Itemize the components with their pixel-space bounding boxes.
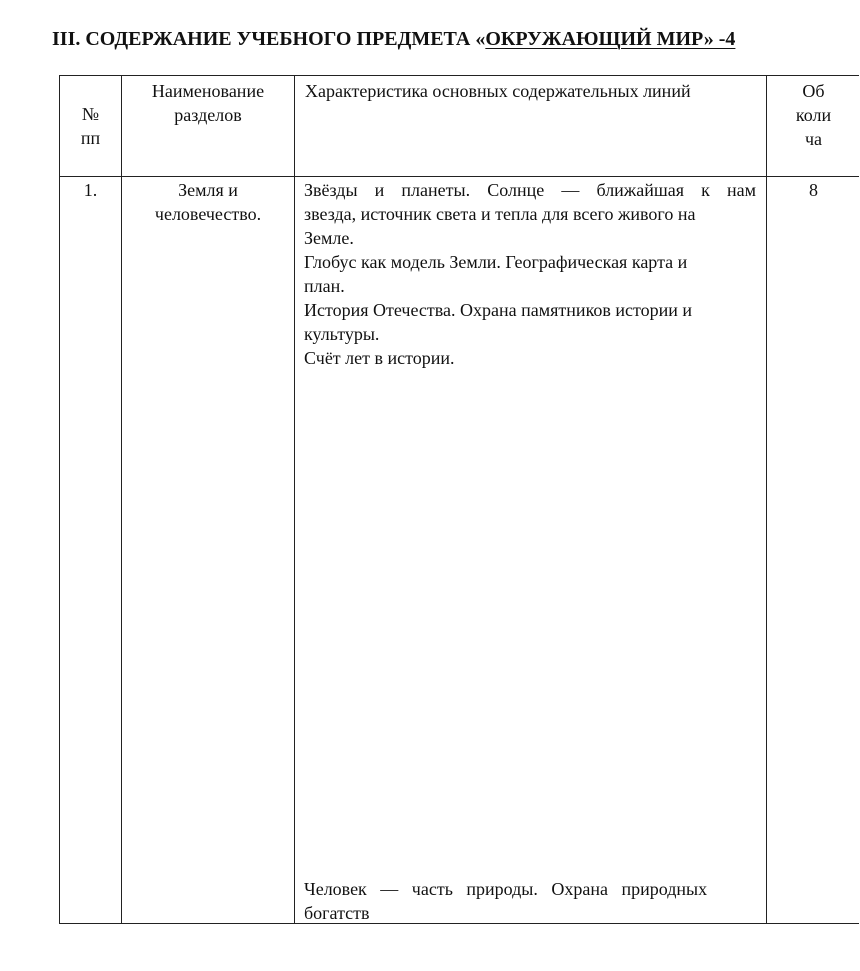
row-section: Земля и человечество. bbox=[154, 180, 262, 224]
content-line: Глобус как модель Земли. Географическая карта и bbox=[304, 252, 688, 272]
content-line: Земле. bbox=[304, 228, 354, 248]
content-line: план. bbox=[304, 276, 345, 296]
header-section: Наименование разделов bbox=[151, 81, 265, 125]
title-prefix: III. СОДЕРЖАНИЕ УЧЕБНОГО ПРЕДМЕТА « bbox=[52, 28, 486, 50]
content-table bbox=[59, 75, 859, 924]
column-divider bbox=[294, 76, 295, 923]
row-hours: 8 bbox=[809, 180, 818, 200]
content-line: Счёт лет в истории. bbox=[304, 348, 455, 368]
row-divider bbox=[60, 176, 859, 177]
header-hours: Об коли ча bbox=[795, 81, 832, 149]
page-title bbox=[52, 28, 735, 51]
title-subject: ОКРУЖАЮЩИЙ МИР» -4 bbox=[485, 28, 736, 50]
content-line: богатств bbox=[304, 903, 370, 923]
row-content-bottom bbox=[304, 877, 756, 925]
header-characteristic: Характеристика основных содержательных линий bbox=[305, 81, 691, 101]
header-num: № пп bbox=[80, 104, 101, 148]
content-line: Человек — часть природы. Охрана природных bbox=[304, 879, 708, 899]
column-divider bbox=[766, 76, 767, 923]
content-line: История Отечества. Охрана памятников истории и bbox=[304, 300, 693, 320]
row-num: 1. bbox=[83, 180, 98, 200]
content-line: Звёзды и планеты. Солнце — ближайшая к нам bbox=[304, 180, 756, 200]
content-line: культуры. bbox=[304, 324, 380, 344]
content-line: звезда, источник света и тепла для всего живого на bbox=[304, 204, 696, 224]
row-content bbox=[304, 178, 756, 370]
